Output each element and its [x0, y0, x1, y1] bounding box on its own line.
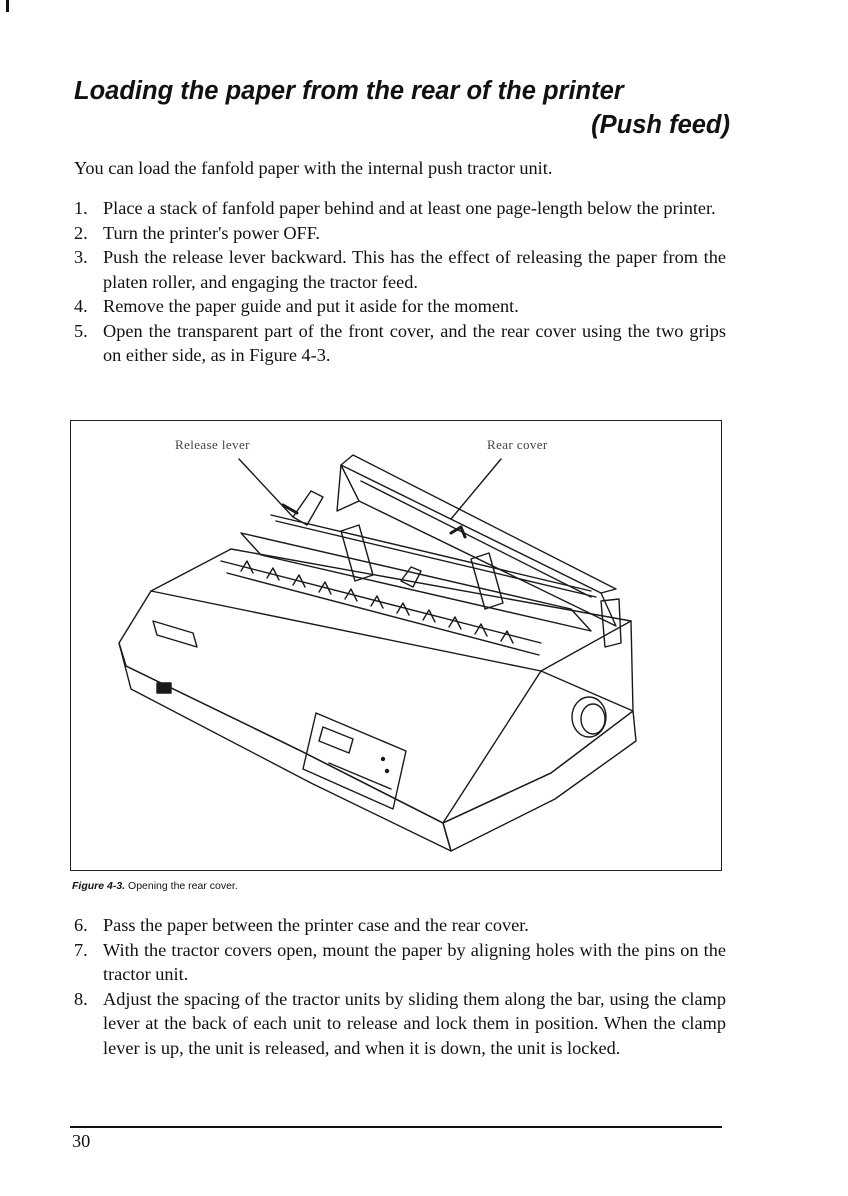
scan-mark: [6, 0, 9, 12]
step-text: Open the transparent part of the front cover, and the rear cover using the two grips on either side, as in Figure 4-3.: [103, 320, 726, 365]
step-item: [74, 245, 726, 294]
rear-cover-arrow: [451, 527, 465, 537]
printer-top-edge: [151, 591, 631, 671]
step-item: [74, 913, 726, 938]
step-text: Place a stack of fanfold paper behind and at least one page-length below the printer.: [103, 198, 716, 218]
front-slot: [153, 621, 197, 647]
step-number: 5.: [74, 320, 88, 341]
rear-cover-ridge: [361, 481, 591, 597]
step-item: [74, 938, 726, 987]
step-text: Adjust the spacing of the tractor units by sliding them along the bar, using the clamp lever at the back of each unit to release and lock them in position. When the clamp lever is up, the unit is released, and when it is down, the unit is locked.: [103, 988, 726, 1058]
paper-guide-edge: [221, 561, 541, 643]
figure-frame: [70, 420, 722, 871]
callout-rear-cover: Rear cover: [487, 437, 548, 452]
step-number: 4.: [74, 296, 88, 316]
panel-indicator: [382, 758, 385, 761]
section-title-line-2: (Push feed): [591, 111, 730, 139]
step-text: Push the release lever backward. This has the effect of releasing the paper from the platen roller, and engaging the tractor feed.: [103, 247, 726, 292]
intro-paragraph: You can load the fanfold paper with the internal push tractor unit.: [74, 158, 553, 178]
step-number: 8.: [74, 988, 88, 1009]
section-title: [74, 74, 730, 142]
step-text: Pass the paper between the printer case and the rear cover.: [103, 915, 529, 935]
tractor-unit-right: [471, 553, 503, 609]
step-item: [74, 319, 726, 368]
power-switch: [157, 683, 171, 693]
step-text: With the tractor covers open, mount the paper by aligning holes with the pins on the tractor unit.: [103, 939, 726, 984]
control-panel: [303, 713, 406, 809]
step-item: [74, 221, 726, 246]
panel-display: [319, 727, 353, 753]
steps-list-before-figure: [74, 196, 726, 368]
rear-cover-top-edge: [341, 455, 616, 593]
step-item: [74, 987, 726, 1061]
section-title-line-1: Loading the paper from the rear of the printer: [74, 77, 624, 105]
printer-body-outline: [119, 549, 633, 823]
steps-list-after-figure: [74, 913, 726, 1060]
release-lever: [293, 491, 323, 525]
release-lever-leader-line: [239, 459, 293, 517]
paper-guide-teeth: [241, 561, 513, 643]
panel-indicator: [386, 770, 389, 773]
figure-caption: [72, 880, 238, 892]
step-number: 2.: [74, 222, 88, 243]
printer-illustration: [71, 421, 723, 872]
step-number: 7.: [74, 939, 88, 960]
step-item: [74, 196, 726, 221]
platen-knob-inner: [581, 704, 605, 734]
rear-cover-leader-line: [451, 459, 501, 519]
printer-base-skirt-right: [443, 711, 636, 851]
step-number: 1.: [74, 198, 88, 218]
figure-caption-number: Figure 4-3.: [72, 880, 126, 892]
footer-rule: [70, 1126, 722, 1128]
step-text: Remove the paper guide and put it aside for the moment.: [103, 296, 519, 316]
step-item: [74, 294, 726, 319]
step-number: 3.: [74, 247, 88, 267]
printer-base-skirt: [119, 643, 451, 851]
step-text: Turn the printer's power OFF.: [103, 222, 320, 243]
figure-caption-text: Opening the rear cover.: [128, 880, 238, 892]
callout-release-lever: Release lever: [175, 437, 250, 452]
tractor-bar: [271, 515, 591, 591]
page-number: 30: [72, 1131, 91, 1151]
step-number: 6.: [74, 915, 88, 935]
paper-guide-edge-lower: [227, 573, 539, 655]
printer-side-edge: [541, 671, 633, 711]
